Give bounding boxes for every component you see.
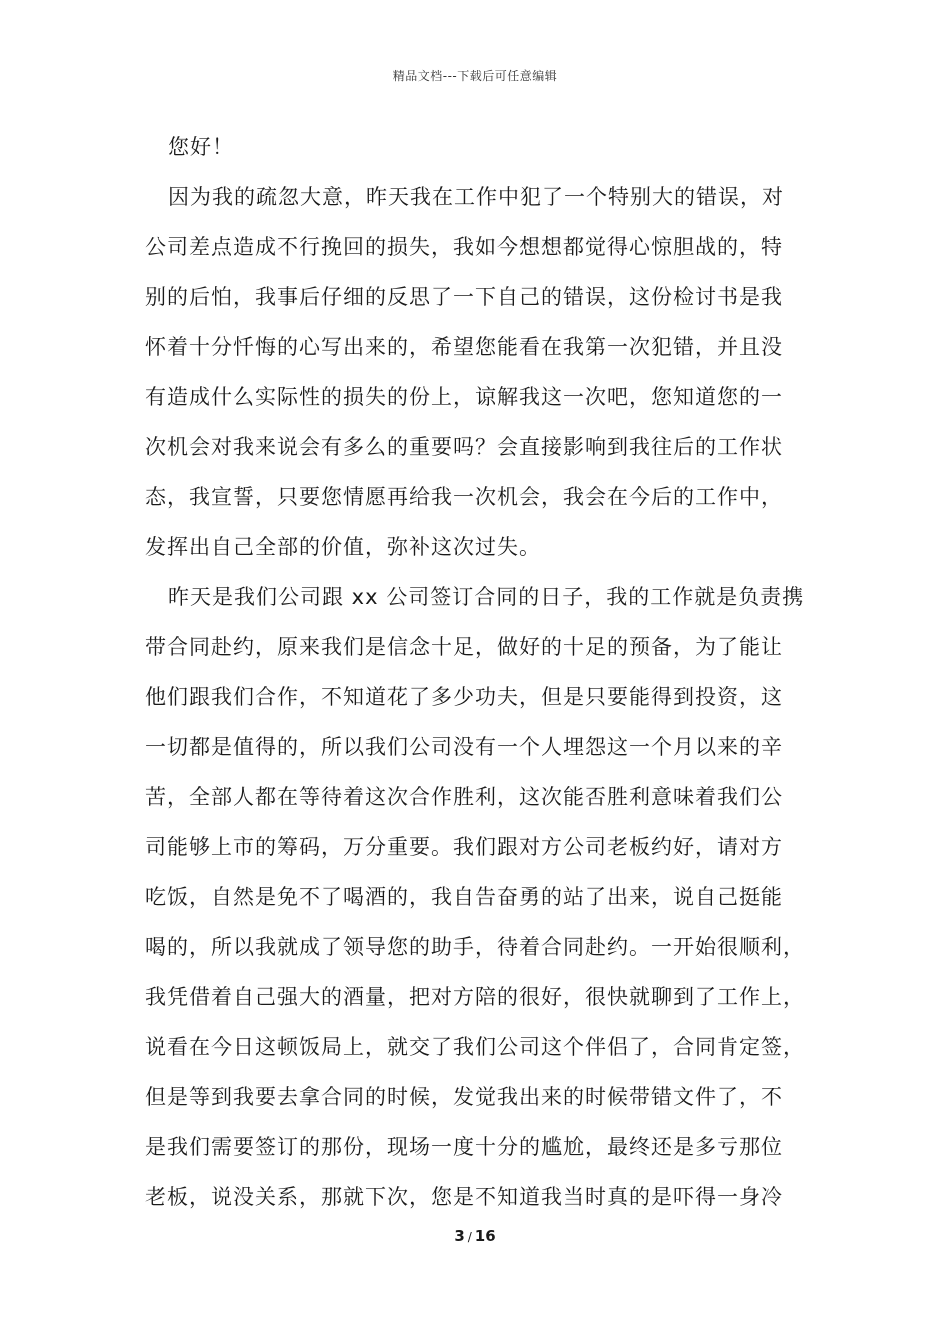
total-pages-number: 16	[474, 1227, 496, 1245]
paragraph-2-line-7: 吃饭，自然是免不了喝酒的，我自告奋勇的站了出来，说自己挺能	[145, 885, 783, 909]
paragraph-2-line-12: 是我们需要签订的那份，现场一度十分的尴尬，最终还是多亏那位	[145, 1135, 783, 1159]
paragraph-2-line-6: 司能够上市的筹码，万分重要。我们跟对方公司老板约好，请对方	[145, 835, 783, 859]
paragraph-2-line-11: 但是等到我要去拿合同的时候，发觉我出来的时候带错文件了，不	[145, 1085, 783, 1109]
paragraph-2-line-2: 带合同赴约，原来我们是信念十足，做好的十足的预备，为了能让	[145, 635, 783, 659]
page-header: 精品文档---下载后可任意编辑	[392, 69, 558, 83]
paragraph-1-line-1: 因为我的疏忽大意，昨天我在工作中犯了一个特别大的错误，对	[168, 185, 784, 209]
paragraph-1-line-8: 发挥出自己全部的价值，弥补这次过失。	[145, 535, 541, 559]
paragraph-2-line-4: 一切都是值得的，所以我们公司没有一个人埋怨这一个月以来的辛	[145, 735, 783, 759]
paragraph-2-line-10: 说看在今日这顿饭局上，就交了我们公司这个伴侣了，合同肯定签，	[145, 1035, 805, 1059]
page-number	[0, 1227, 950, 1245]
paragraph-2-line-3: 他们跟我们合作，不知道花了多少功夫，但是只要能得到投资，这	[145, 685, 783, 709]
page-separator: /	[467, 1230, 472, 1244]
paragraph-1-line-4: 怀着十分忏悔的心写出来的，希望您能看在我第一次犯错，并且没	[145, 335, 783, 359]
paragraph-1-line-6: 次机会对我来说会有多么的重要吗？会直接影响到我往后的工作状	[145, 435, 783, 459]
paragraph-2-line-5: 苦，全部人都在等待着这次合作胜利，这次能否胜利意味着我们公	[145, 785, 783, 809]
paragraph-1-line-7: 态，我宣誓，只要您情愿再给我一次机会，我会在今后的工作中，	[145, 485, 783, 509]
paragraph-1-line-5: 有造成什么实际性的损失的份上，谅解我这一次吧，您知道您的一	[145, 385, 783, 409]
paragraph-1-line-3: 别的后怕，我事后仔细的反思了一下自己的错误，这份检讨书是我	[145, 285, 783, 309]
paragraph-2-line-13: 老板，说没关系，那就下次，您是不知道我当时真的是吓得一身冷	[145, 1185, 783, 1209]
paragraph-2-line-1: 昨天是我们公司跟 xx 公司签订合同的日子，我的工作就是负责携	[168, 585, 805, 609]
paragraph-2-line-8: 喝的，所以我就成了领导您的助手，待着合同赴约。一开始很顺利，	[145, 935, 805, 959]
paragraph-1-line-2: 公司差点造成不行挽回的损失，我如今想想都觉得心惊胆战的，特	[145, 235, 783, 259]
paragraph-2-line-9: 我凭借着自己强大的酒量，把对方陪的很好，很快就聊到了工作上，	[145, 985, 805, 1009]
current-page-number: 3	[454, 1227, 465, 1245]
greeting-line: 您好！	[168, 135, 234, 159]
